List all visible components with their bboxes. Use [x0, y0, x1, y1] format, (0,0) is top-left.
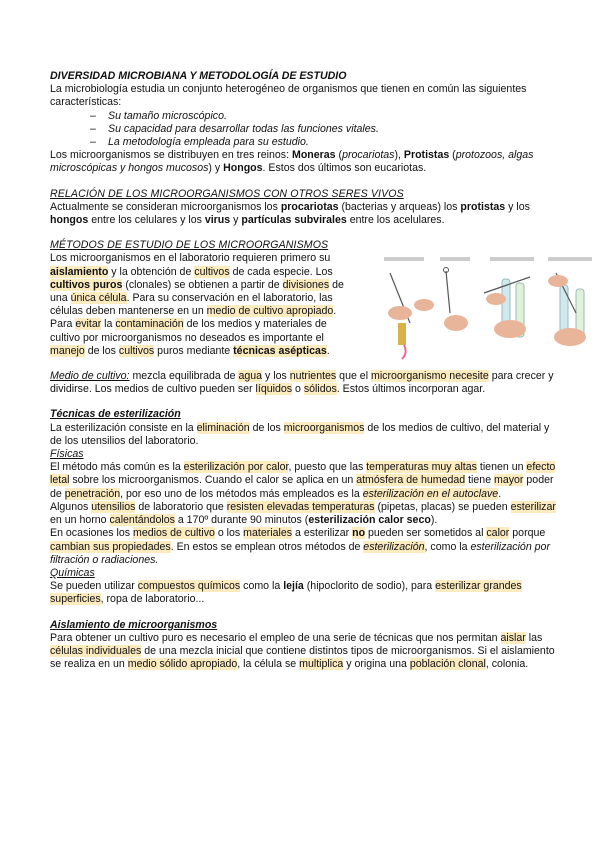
list-item: – Su tamaño microscópico. [50, 110, 560, 123]
intro-text: La microbiología estudia un conjunto heterogéneo de organismos que tienen en común las siguientes características: [50, 83, 527, 109]
methods-section [50, 239, 560, 358]
aseptic-technique-figure [380, 253, 600, 365]
quimicas-paragraph: Se pueden utilizar compuestos químicos como la lejía (hipoclorito de sodio), para esterilizar grandes superficies, ropa de laboratorio... [50, 580, 522, 606]
section-heading-methods: MÉTODOS DE ESTUDIO DE LOS MICROORGANISMOS [50, 239, 329, 252]
figure-step-1 [384, 257, 434, 359]
list-item: – La metodología empleada para su estudio. [50, 136, 560, 149]
medio-paragraph: Medio de cultivo: mezcla equilibrada de agua y los nutrientes que el microorganismo necesite para crecer y dividirse. Los medios de cultivo pueden ser líquidos o sólidos. Estos últimos incorporan agar. [50, 370, 554, 396]
section-heading-aislamiento: Aislamiento de microorganismos [50, 618, 218, 631]
subheading-fisicas: Físicas [50, 448, 84, 461]
figure-step-4 [548, 257, 592, 346]
doc-title: DIVERSIDAD MICROBIANA Y METODOLOGÍA DE ESTUDIO [50, 70, 347, 82]
esterilizacion-paragraph: La esterilización consiste en la eliminación de los microorganismos de los medios de cultivo, del material y de los utensilios del laboratorio. [50, 421, 550, 447]
document-page [50, 70, 560, 671]
subheading-quimicas: Químicas [50, 566, 95, 579]
utensilios-paragraph: Algunos utensilios de laboratorio que resisten elevadas temperaturas (pipetas, placas) se pueden esterilizar en un horno calentándolos a 170º durante 90 minutos (esterilización calor seco). [50, 500, 556, 527]
relation-paragraph: Actualmente se consideran microorganismos los procariotas (bacterias y arqueas) los protistas y los hongos entre los celulares y los virus y partículas subvirales entre los acelulares. [50, 200, 530, 227]
section-heading-relation: RELACIÓN DE LOS MICROORGANISMOS CON OTROS SERES VIVOS [50, 187, 404, 200]
figure-step-3 [484, 257, 534, 338]
section-heading-esterilizacion: Técnicas de esterilización [50, 408, 181, 421]
otros-metodos-paragraph: En ocasiones los medios de cultivo o los materiales a esterilizar no pueden ser sometidos al calor porque cambian sus propiedades. En estos se emplean otros métodos de esterilización, como la esterilización por filtración o radiaciones. [50, 527, 550, 566]
list-item: – Su capacidad para desarrollar todas las funciones vitales. [50, 123, 560, 136]
figure-step-2 [440, 257, 470, 331]
kingdoms-paragraph: Los microorganismos se distribuyen en tres reinos: Moneras (procariotas), Protistas (protozoos, algas microscópicas y hongos mucosos) y Hongos. Estos dos últimos son eucariotas. [50, 149, 534, 175]
fisicas-paragraph: El método más común es la esterilización por calor, puesto que las temperaturas muy altas tienen un efecto letal sobre los microorganismos. Cuando el calor se aplica en un atmósfera de humedad tiene mayor poder de penetración, por eso uno de los métodos más empleados es la esterilización en el autoclave. [50, 461, 556, 500]
features-list [50, 110, 560, 150]
methods-paragraph: Los microorganismos en el laboratorio requieren primero su aislamiento y la obtención de cultivos de cada especie. Los cultivos puros (clonales) se obtienen a partir de divisiones de una única célula. Para su conservación en el laboratorio, las células deben mantenerse en un medio de cultivo apropiado. Para evitar la contaminación de los medios y materiales de cultivo por microorganismos no deseados es importante el manejo de los cultivos puros mediante técnicas asépticas. [50, 252, 344, 357]
aislamiento-paragraph: Para obtener un cultivo puro es necesario el empleo de una serie de técnicas que nos permitan aislar las células individuales de una mezcla inicial que contiene distintos tipos de microorganismos. Si el aislamiento se realiza en un medio sólido apropiado, la célula se multiplica y origina una población clonal, colonia. [50, 631, 555, 671]
